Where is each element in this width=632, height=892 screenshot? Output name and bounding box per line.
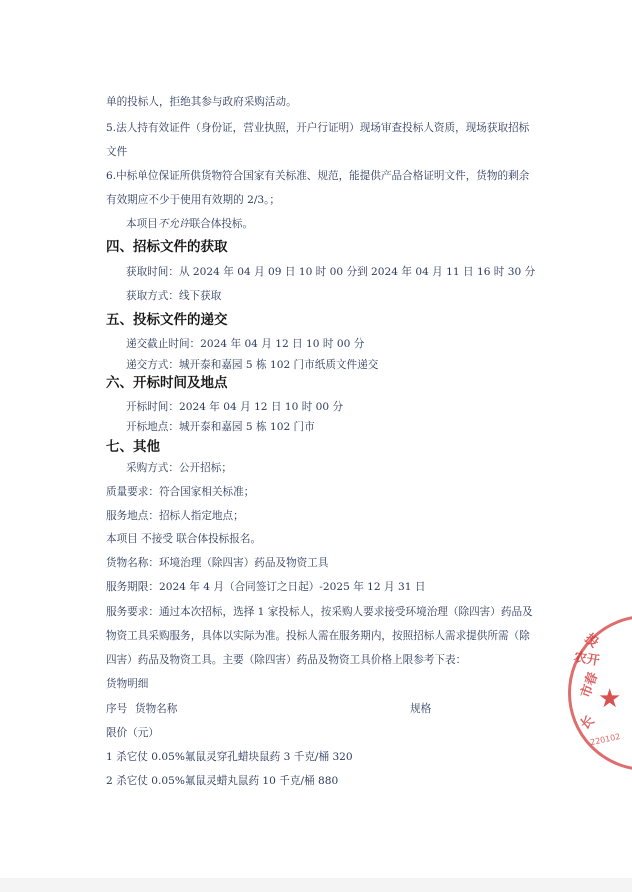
column-header-price: 限价（元） (106, 727, 159, 739)
text-line: 开标时间：2024 年 04 月 12 日 10 时 00 分 (126, 401, 344, 413)
text-line: 四害）药品及物资工具。主要（除四害）药品及物资工具价格上限参考下表： (106, 654, 467, 666)
seal-text: 投 (581, 631, 602, 651)
text-line: 开标地点：城开泰和嘉园 5 栋 102 门市 (126, 421, 315, 433)
section-heading: 七、其他 (106, 439, 160, 455)
section-heading: 六、开标时间及地点 (106, 375, 228, 391)
text-line: 服务期限：2024 年 4 月（合同签订之日起）-2025 年 12 月 31 日 (106, 581, 426, 593)
text-line: 货物名称：环境治理（除四害）药品及物资工具 (106, 557, 329, 569)
text-line (126, 217, 253, 231)
section-heading: 五、投标文件的递交 (106, 312, 228, 328)
table-row: 1 杀它仗 0.05%氟鼠灵穿孔蜡块鼠药 3 千克/桶 320 (106, 751, 353, 763)
text-line: 文件 (106, 146, 128, 158)
text-fragment: 本项目 (126, 218, 158, 230)
seal-text: 市春 (578, 670, 602, 700)
column-header-name: 货物名称 (135, 703, 178, 715)
text-line: 物资工具采购服务，具体以实际为准。投标人需在服务期内，按照招标人需求提供所需（除 (106, 630, 530, 642)
column-header-seq: 序号 (106, 703, 128, 715)
seal-number: 220102 (589, 731, 622, 748)
text-fragment: 联合体投标。 (189, 218, 254, 230)
text-line: 质量要求：符合国家相关标准； (106, 486, 255, 498)
text-line: 获取时间：从 2024 年 04 月 09 日 10 时 00 分到 2024 年 04 月 11 日 16 时 30 分 (126, 266, 536, 278)
emphasis-text: 不允许 (157, 218, 190, 230)
text-line: 单的投标人，拒绝其参与政府采购活动。 (106, 96, 297, 108)
text-line: 递交方式：城开泰和嘉园 5 栋 102 门市纸质文件递交 (126, 359, 379, 371)
text-line: 服务地点：招标人指定地点； (106, 510, 244, 522)
seal-text: 农开 (572, 649, 601, 670)
seal-text: 长 (577, 713, 598, 733)
page-bottom-margin (0, 878, 632, 892)
text-line: 服务要求：通过本次招标，选择 1 家投标人，按采购人要求接受环境治理（除四害）药品及 (106, 606, 533, 618)
text-line: 递交截止时间：2024 年 04 月 12 日 10 时 00 分 (126, 338, 365, 350)
table-title: 货物明细 (106, 678, 149, 690)
section-heading: 四、招标文件的获取 (106, 239, 228, 255)
text-line: 本项目 不接受 联合体投标报名。 (106, 533, 262, 545)
text-line: 5.法人持有效证件（身份证，营业执照，开户行证明）现场审查投标人资质，现场获取招标 (106, 122, 530, 134)
column-header-spec: 规格 (410, 703, 432, 715)
text-line: 采购方式：公开招标； (126, 462, 232, 474)
text-line: 6.中标单位保证所供货物符合国家有关标准、规范，能提供产品合格证明文件，货物的剩余 (106, 170, 530, 182)
text-line: 有效期应不少于使用有效期的 2/3。； (106, 194, 281, 206)
table-row: 2 杀它仗 0.05%氟鼠灵蜡丸鼠药 10 千克/桶 880 (106, 775, 339, 787)
text-line: 获取方式：线下获取 (126, 290, 222, 302)
star-icon: ★ (598, 684, 622, 714)
